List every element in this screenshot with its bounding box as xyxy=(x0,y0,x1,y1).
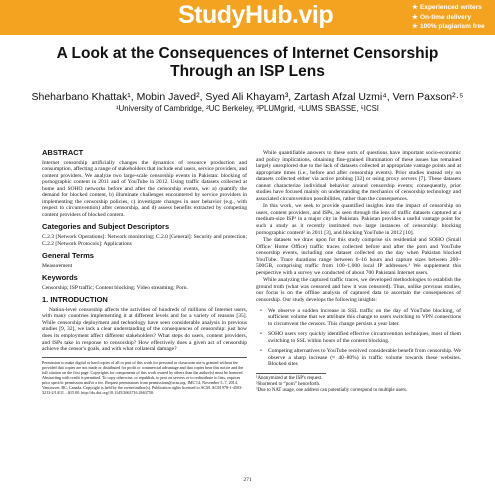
list-item-text: Competing alternatives to YouTube received considerable benefit from censorship. We observe a sharp increase (≈ 40–80%) in traffic volume towards these websites. Blocked sites xyxy=(268,348,461,368)
footnote: ¹Anonymized at the ISP's request. xyxy=(256,375,323,381)
general-terms-text: Measurement xyxy=(42,262,73,269)
feature-label: On-time delivery xyxy=(420,13,471,21)
footnote-divider xyxy=(256,373,326,374)
footnote: ³Due to NAT usage, one address can potentially correspond to multiple users. xyxy=(256,387,408,393)
feature-list xyxy=(412,3,485,32)
list-item-text: We observe a sudden increase in SSL traffic on the day of YouTube blocking, of sufficient volume that we attribute this change to users switching to VPN connections to circumvent the censors. This change persists a year later. xyxy=(268,307,461,327)
studyhub-logo[interactable]: StudyHub.vip xyxy=(178,1,334,29)
body-paragraph: The datasets we draw upon for this study comprise six residential and SOHO (Small Office/ Home Office) traffic traces collected before and after the porn and YouTube censorship events, including one dataset collected on the day when Pakistan blocked YouTube. Trace durations range between 6–16 hours and capture sizes between 200–500GB, comprising traffic from 100–1,000 local IP addresses.³ We supplement this perspective with a survey we conducted of about 700 Pakistani Internet users. xyxy=(256,237,461,276)
paper-title xyxy=(40,45,455,81)
body-paragraph: In this work, we seek to provide quantified insights into the impact of censorship on users, content providers, and ISPs, as seen through the lens of traffic datasets captured at a medium-size ISP¹ in a major city in Pakistan. Pakistan provides a useful vantage point for such a study as it recently instituted two large instances of censorship: blocking pornographic content² in 2011 [3], and blocking YouTube in 2012 [10]. xyxy=(256,203,461,236)
list-item xyxy=(256,331,461,344)
abstract-heading: ABSTRACT xyxy=(42,148,84,157)
categories-heading: Categories and Subject Descriptors xyxy=(42,222,170,232)
feature-item xyxy=(412,3,485,13)
introduction-heading: 1. INTRODUCTION xyxy=(42,295,108,305)
abstract-text: Internet censorship artificially changes the dynamics of resource production and consumption, affecting a range of stakeholders that include end users, service providers, and content providers. We analyze two large-scale censorship events in Pakistan: blocking of pornographic content in 2011 and of YouTube in 2012. Using traffic datasets collected at home and SOHO networks before and after the censorship events, we: a) quantify the demand for blocked content, b) illuminate challenges encountered by service providers in implementing the censorship policies, c) investigate changes in user behavior (e.g., with respect to circumvention) after censorship, and d) assess benefits extracted by competing content providers of blocked content. xyxy=(42,159,247,218)
author-list: Sheharbano Khattak¹, Mobin Javed², Syed Ali Khayam³, Zartash Afzal Uzmi⁴, Vern Paxson²·⁵ xyxy=(31,91,464,103)
body-paragraph: While analyzing the captured traffic traces, we developed methodologies to establish the ground truth (what was censored and how it was censored). Thus, unlike previous studies, our focus is on the offline analysis of captured data to ascertain the consequences of censorship. Our study develops the following insights: xyxy=(256,277,461,304)
footnote: ²Shortened to “porn” henceforth. xyxy=(256,381,321,387)
affiliation-list: ¹University of Cambridge, ²UC Berkeley, ³PLUMgrid, ⁴LUMS SBASSE, ⁵ICSI xyxy=(116,104,379,113)
star-icon: ★ xyxy=(412,13,418,21)
categories-text: C.2.3 [Network Operations]: Network monitoring; C.2.0 [General]: Security and protection; C.2.2 [Network Protocols]: Applications xyxy=(42,234,247,247)
introduction-text: Nation-level censorship affects the activities of hundreds of millions of Internet users, with many countries implementing it at different levels and for a variety of reasons [35]. While censorship deployment and technology have seen considerable analysis in previous studies [9, 32], we lack a clear understanding of the consequences of censorship: just how does its employment affect different stakeholders? What steps do users, content providers, and ISPs take in response to censorship? How effectively does a given act of censorship achieve the censor's goals, and with what collateral damage? xyxy=(42,306,247,353)
page-number: 271 xyxy=(243,477,252,483)
title-line: Through an ISP Lens xyxy=(170,63,325,80)
bullet-icon: • xyxy=(260,331,262,338)
promo-banner xyxy=(0,0,495,35)
list-item xyxy=(256,308,461,328)
bullet-icon: • xyxy=(260,307,262,314)
list-item xyxy=(256,348,461,368)
right-column xyxy=(256,150,461,394)
list-item-text: SOHO users very quickly identified effective circumvention techniques, most of them switching to SSL within hours of the content blocking. xyxy=(268,331,461,344)
star-icon: ★ xyxy=(412,4,418,11)
left-column xyxy=(42,150,247,395)
feature-item xyxy=(412,22,485,32)
body-paragraph: While quantifiable answers to these sorts of questions have important socio-economic and policy implications, obtaining fine-grained illumination of these issues has remained largely unexplored due to the lack of datasets collected at appropriate vantage points and at appropriate times (i.e., before and after censorship events). Prior studies instead rely on datasets collected either via active probing [32] or using proxy servers [7]. These datasets cannot characterize individual behavior around censorship events; consequently, prior studies have focused mainly on understanding the mechanics of censorship technology and associated circumvention possibilities, rather than the consequences. xyxy=(256,150,461,202)
feature-label: Experienced writers xyxy=(420,4,482,11)
star-icon: ★ xyxy=(412,23,418,30)
bullet-icon: • xyxy=(260,348,262,355)
feature-label: 100% plagiarism free xyxy=(420,23,485,30)
feature-item xyxy=(412,13,485,23)
general-terms-heading: General Terms xyxy=(42,251,94,261)
permission-notice: Permission to make digital or hard copies of all or part of this work for personal or classroom use is granted without fee provided that copies are not made or distributed for profit or commercial advantage and that copies bear this notice and the full citation on the first page. Copyrights for components of this work owned by others than the author(s) must be honored. Abstracting with credit is permitted. To copy otherwise, or republish, to post on servers or to redistribute to lists, requires prior specific permission and/or a fee. Request permissions from permissions@acm.org. IMC'14, November 5–7, 2014, Vancouver, BC, Canada. Copyright is held by the owner/author(s). Publication rights licensed to ACM. ACM 978-1-4503-3213-2/14/11 ...$15.00. http://dx.doi.org/10.1145/2663716.2663750. xyxy=(42,357,247,395)
keywords-heading: Keywords xyxy=(42,273,78,283)
keywords-text: Censorship; ISP traffic; Content blocking; Video streaming; Porn. xyxy=(42,284,188,291)
title-line: A Look at the Consequences of Internet Censorship xyxy=(56,45,439,62)
insight-list xyxy=(256,308,461,368)
